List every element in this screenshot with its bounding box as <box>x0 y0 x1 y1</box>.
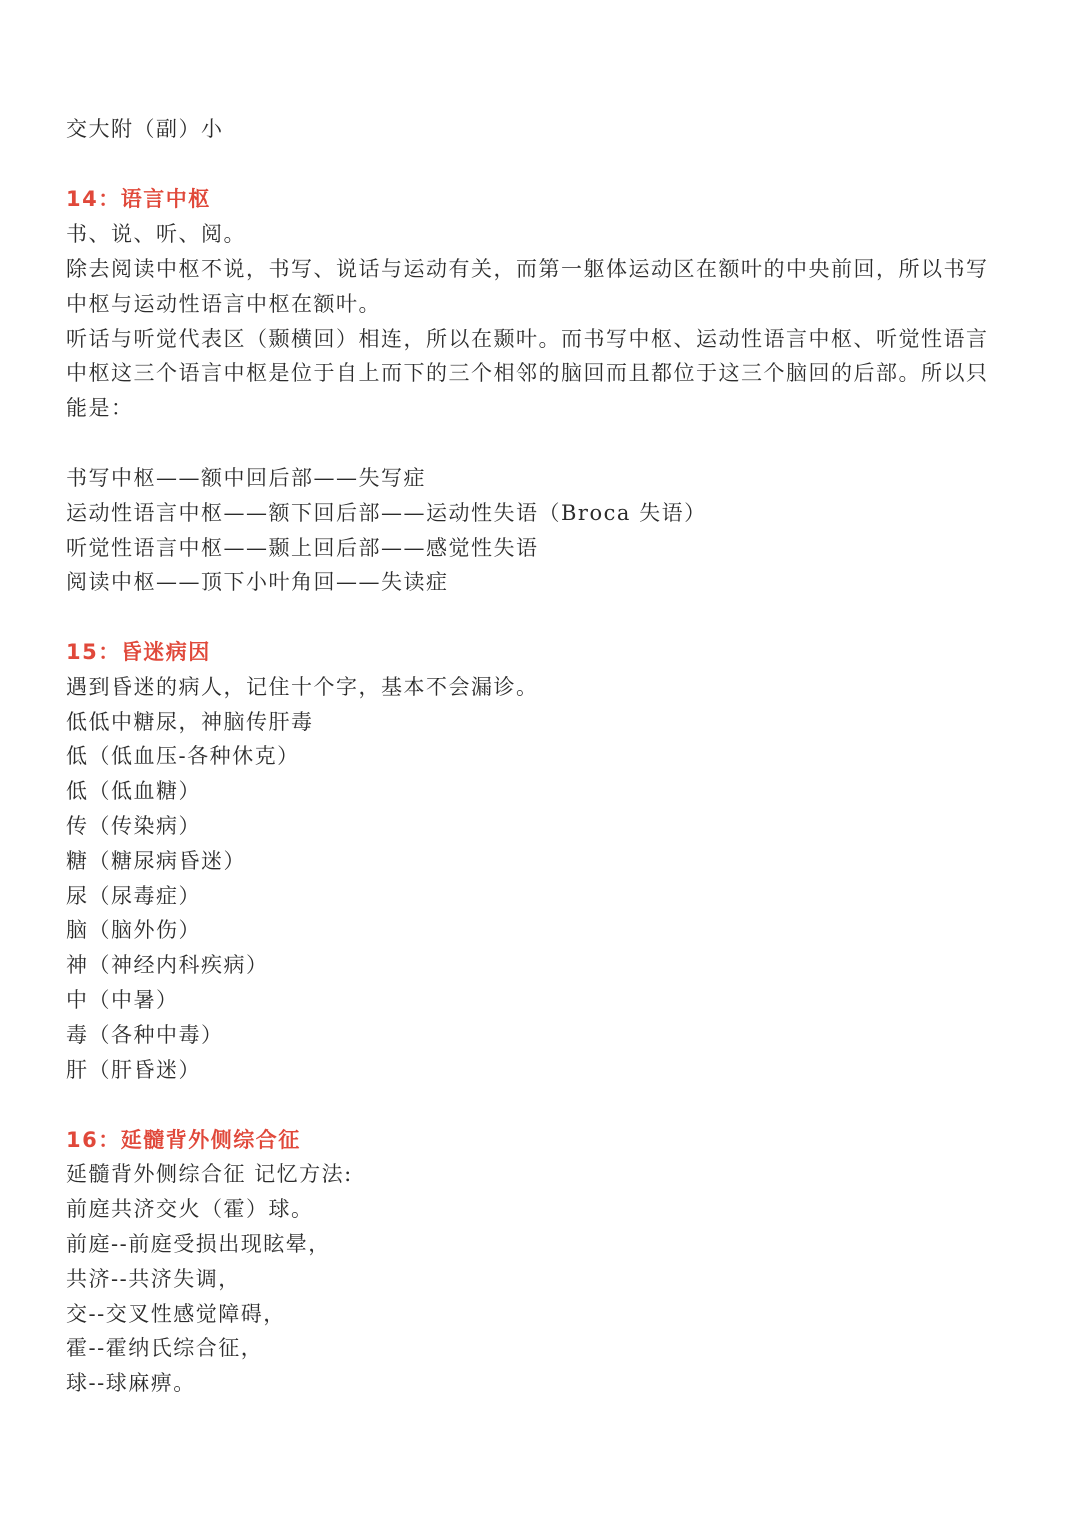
section-15-line: 神（神经内科疾病） <box>66 953 269 977</box>
section-15-heading: 15：昏迷病因 <box>66 640 211 664</box>
section-15-line: 肝（肝昏迷） <box>66 1058 201 1082</box>
section-14-line: 书、说、听、阅。 <box>66 222 246 246</box>
section-16-line: 霍--霍纳氏综合征， <box>66 1336 264 1360</box>
section-15-line: 毒（各种中毒） <box>66 1023 224 1047</box>
section-15-line: 糖（糖尿病昏迷） <box>66 849 246 873</box>
section-14-heading: 14：语言中枢 <box>66 187 211 211</box>
section-14-line: 听话与听觉代表区（颞横回）相连，所以在颞叶。而书写中枢、运动性语言中枢、听觉性语言 <box>66 327 989 351</box>
language-center-mapping: 书写中枢——额中回后部——失写症 <box>66 466 426 490</box>
section-15-line: 低（低血糖） <box>66 779 201 803</box>
section-16-line: 球--球麻痹。 <box>66 1371 196 1395</box>
section-14-line: 能是： <box>66 396 134 420</box>
section-16-line: 共济--共济失调， <box>66 1267 241 1291</box>
section-15-line: 中（中暑） <box>66 988 179 1012</box>
section-16-line: 前庭--前庭受损出现眩晕， <box>66 1232 331 1256</box>
section-15-line: 遇到昏迷的病人，记住十个字，基本不会漏诊。 <box>66 675 539 699</box>
section-14-line: 中枢这三个语言中枢是位于自上而下的三个相邻的脑回而且都位于这三个脑回的后部。所以只 <box>66 361 989 385</box>
language-center-mapping: 阅读中枢——顶下小叶角回——失读症 <box>66 570 449 594</box>
intro-line: 交大附（副）小 <box>66 117 224 141</box>
language-center-mapping: 运动性语言中枢——额下回后部——运动性失语（Broca 失语） <box>66 501 707 525</box>
section-15-line: 低低中糖尿，神脑传肝毒 <box>66 710 314 734</box>
section-14-line: 除去阅读中枢不说，书写、说话与运动有关，而第一躯体运动区在额叶的中央前回，所以书写 <box>66 257 989 281</box>
section-16-line: 交--交叉性感觉障碍， <box>66 1302 286 1326</box>
section-15-line: 低（低血压-各种休克） <box>66 744 300 768</box>
section-15-line: 脑（脑外伤） <box>66 918 201 942</box>
section-16-line: 前庭共济交火（霍）球。 <box>66 1197 314 1221</box>
section-15-line: 尿（尿毒症） <box>66 884 201 908</box>
section-14-line: 中枢与运动性语言中枢在额叶。 <box>66 292 381 316</box>
section-16-heading: 16：延髓背外侧综合征 <box>66 1128 301 1152</box>
section-16-line: 延髓背外侧综合征 记忆方法: <box>66 1162 353 1186</box>
language-center-mapping: 听觉性语言中枢——颞上回后部——感觉性失语 <box>66 536 539 560</box>
section-15-line: 传（传染病） <box>66 814 201 838</box>
